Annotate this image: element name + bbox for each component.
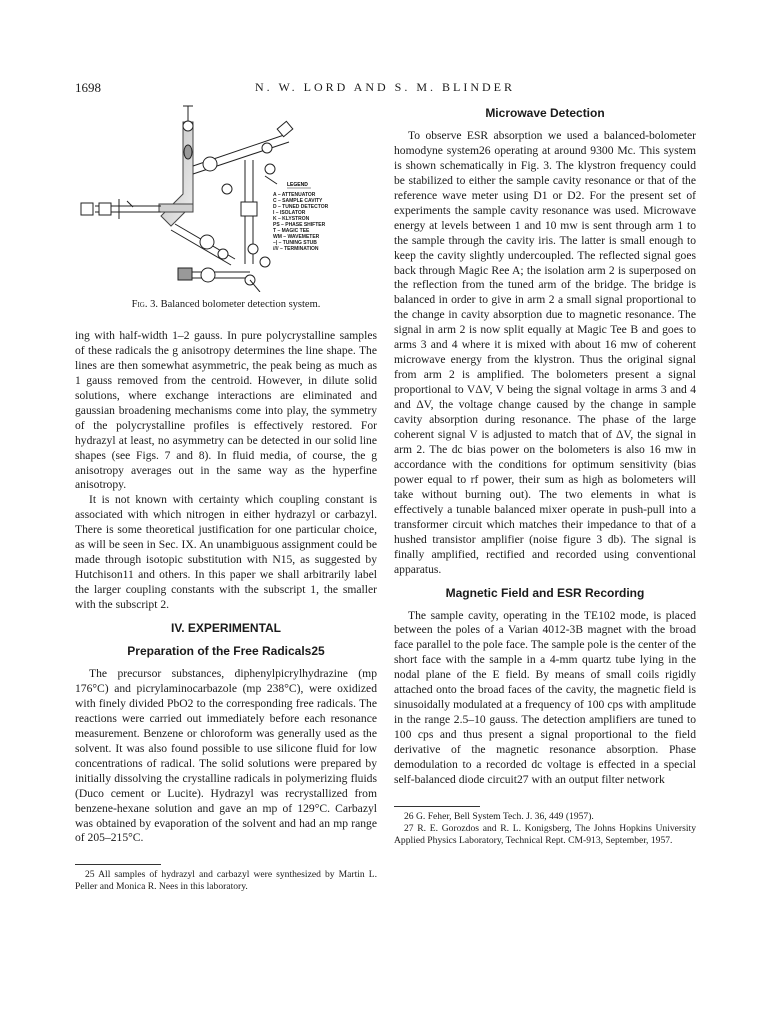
figure-3-diagram	[75, 104, 377, 292]
legend-items	[273, 192, 329, 252]
subsection-heading: Preparation of the Free Radicals25	[127, 644, 325, 659]
paragraph: To observe ESR absorption we used a balanced-bolometer homodyne system26 operating at around 9300 Mc. This system is shown schematically in Fig. 3. The klystron frequency could be stabilized to either the sample cavity resonance or that of the reference wave meter using D1 or D2. For the present set of experiments the sample cavity resonance was used. Microwave energy at levels between 1 and 10 mw is sent through arm 1 to the sample through the cavity iris. The latter is small enough to keep the cavity slightly undercoupled. The reflected signal goes back through Magic Ree A; the isolation arm 2 is superposed on the reflection from the tuned arm of the bridge. The bridge is balanced in order to give in arm 2 a small signal proportional to the change in cavity absorption due to magnetic resonance. The signal in arm 2 is now split equally at Magic Tee B and goes to arms 3 and 4 where it is mixed with about 16 mw of coherent microwave energy from the klystron. Thus the original signal from arm 2 is amplified. The bolometers present a signal proportional to VΔV, V being the signal voltage in arms 3 and 4 and ΔV, the voltage change caused by the change in sample cavity absorption during resonance. The phase of the large coherent signal V is adjusted to match that of ΔV, the signal in arm 2. The dc bias power on the bolometers is also 16 mw in accordance with the conditions for optimum sensitivity (bias power equal to rf power, their sum as high as bolometers will take without burning out). The two elements in what is effectively a tunable balanced mixer operate in push-pull into a transformer circuit which matches their impedance to that of a hushed transistor amplifier (noise figure 3 db). The signal is finally amplified, rectified and recorded using conventional apparatus.	[394, 128, 696, 576]
legend-item: K – KLYSTRON	[273, 216, 310, 222]
legend-item: –| – TUNING STUB	[273, 240, 317, 246]
footnote-rule	[75, 864, 161, 865]
waveguide-network	[81, 106, 293, 292]
legend-title: LEGEND	[287, 182, 308, 188]
running-head: N. W. LORD AND S. M. BLINDER	[255, 80, 516, 94]
footnote-rule	[394, 806, 480, 807]
legend-item: T – MAGIC TEE	[273, 228, 310, 234]
right-column	[394, 104, 696, 846]
legend-item: WM – WAVEMETER	[273, 234, 320, 240]
legend-item: C – SAMPLE CAVITY	[273, 198, 323, 204]
paragraph: It is not known with certainty which coupling constant is associated with which nitrogen in either hydrazyl or carbazyl. There is some theoretical justification for one particular choice, as will be seen in Sec. IX. An unambiguous assignment could be made through isotopic substitution with N15, as suggested by Hutchison11 and others. In this paper we shall arbitrarily label the larger coupling constants with the subscript 1, the smaller with the subscript 2.	[75, 493, 377, 612]
legend-item: PS – PHASE SHIFTER	[273, 222, 326, 228]
footnote: 25 All samples of hydrazyl and carbazyl were synthesized by Martin L. Peller and Monica R. Nees in this laboratory.	[75, 869, 377, 893]
legend-item: A – ATTENUATOR	[273, 192, 316, 198]
subsection-heading: Magnetic Field and ESR Recording	[445, 585, 645, 600]
caption-text: Balanced bolometer detection system.	[160, 299, 321, 310]
page-header	[75, 80, 695, 98]
legend-item: //// – TERMINATION	[273, 246, 319, 252]
paragraph: The precursor substances, diphenylpicrylhydrazine (mp 176°C) and picrylaminocarbazole (mp 238°C), were oxidized with finely divided PbO2 to the corresponding free radicals. The reactions were carried out immediately before each resonance measurement. Benzene or chloroform was generally used as the solvent. It was also found possible to use silicone fluid for low concentrations of radical. The solid solutions were prepared by initially dissolving the crystalline radicals in polymerizing fluids (Duco cement or Lucite). Hydrazyl was recrystallized from benzene-hexane solution and gave an mp of 129°C. Carbazyl was obtained by evaporation of the solvent and had an mp range of 205–215°C.	[75, 666, 377, 845]
paragraph: The sample cavity, operating in the TE102 mode, is placed between the poles of a Varian 4012-3B magnet with the broad face parallel to the pole face. The sample pole is the center of the short face with the sample in a 4-mm quartz tube lying in the nodal plane of the E field. By means of small coils rigidly attached onto the broad faces of the cavity, the magnetic field is sinusoidally modulated at a frequency of 100 cps with amplitude in the range 2.5–10 gauss. The detection amplifiers are tuned to 100 cps and thus present a signal proportional to the field derivative of the magnetic resonance absorption. Phase demodulation to a recorded dc voltage is effected in a special self-balanced diode circuit27 with an output filter network	[394, 608, 696, 786]
legend	[273, 182, 329, 252]
section-heading: IV. EXPERIMENTAL	[170, 621, 282, 636]
figure-caption	[75, 298, 377, 313]
paragraph: ing with half-width 1–2 gauss. In pure polycrystalline samples of these radicals the g anisotropy determines the line shape. The lines are then somewhat asymmetric, the peak being as much as 1 gauss removed from the centroid. However, in dilute solid solutions, where exchange interactions are eliminated and gaussian broadening mechanisms come into play, the symmetry of the polycrystalline profiles is effectively restored. For hydrazyl at least, no asymmetry can be detected in our solid line shapes (see Figs. 7 and 8). In fluid media, of course, the g anisotropy averages out in the same way as the hyperfine anisotropy.	[75, 328, 377, 492]
legend-item: I – ISOLATOR	[273, 210, 306, 216]
footnote: 26 G. Feher, Bell System Tech. J. 36, 449 (1957).	[404, 810, 594, 822]
page-number: 1698	[75, 80, 101, 95]
figure-3	[75, 104, 377, 292]
subsection-heading: Microwave Detection	[485, 106, 605, 120]
legend-item: D – TUNED DETECTOR	[273, 204, 329, 210]
caption-label: Fig. 3.	[131, 299, 158, 310]
left-column	[75, 104, 377, 893]
footnote: 27 R. E. Gorozdos and R. L. Konigsberg, The Johns Hopkins University Applied Physics Laboratory, Technical Rept. CM-913, September, 1957.	[394, 822, 696, 846]
